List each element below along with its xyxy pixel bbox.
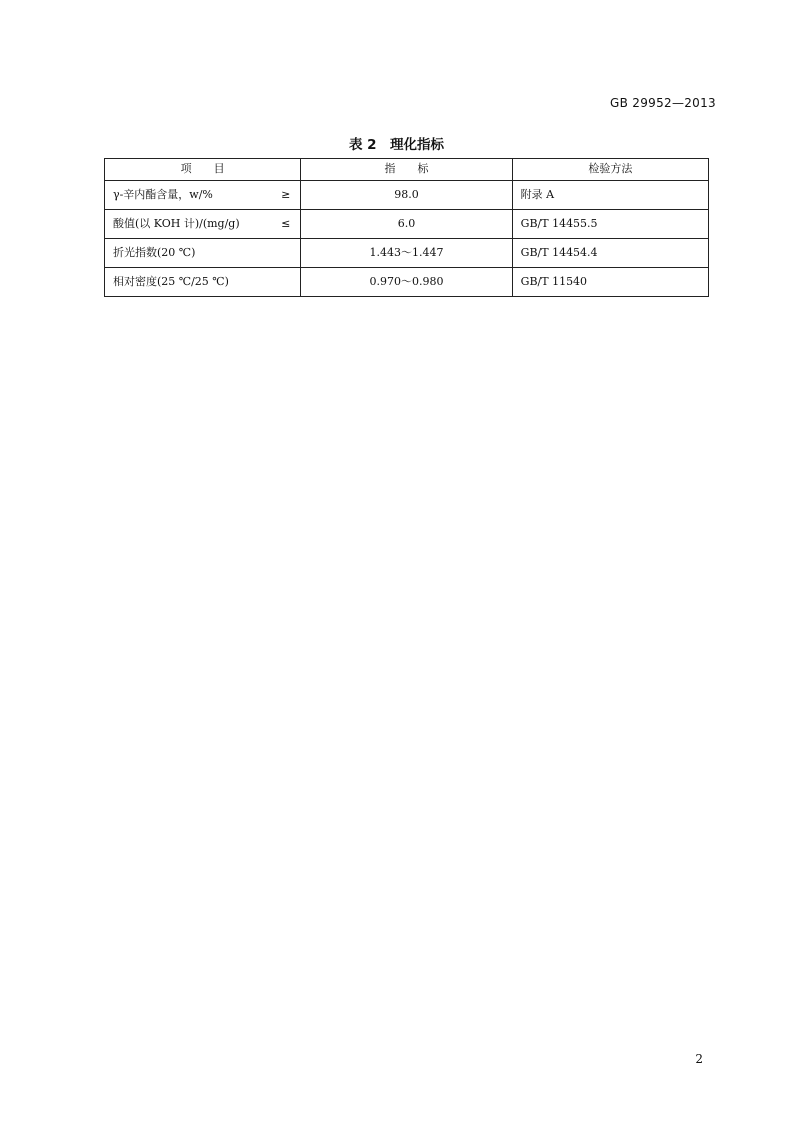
test-method: 附录 A [512, 181, 708, 210]
column-header-index: 指 标 [301, 159, 512, 181]
item-cell [105, 239, 301, 268]
table-row [105, 181, 709, 210]
column-header-item: 项 目 [105, 159, 301, 181]
test-method: GB/T 14454.4 [512, 239, 708, 268]
item-label: 相对密度(25 ℃/25 ℃) [113, 274, 229, 288]
page-number: 2 [695, 1052, 703, 1066]
index-value: 1.443～1.447 [301, 239, 512, 268]
item-cell [105, 210, 301, 239]
index-value: 98.0 [301, 181, 512, 210]
table-row [105, 210, 709, 239]
standard-code: GB 29952—2013 [610, 96, 716, 110]
test-method: GB/T 14455.5 [512, 210, 708, 239]
comparison-operator: ≥ [281, 187, 291, 201]
item-cell [105, 181, 301, 210]
comparison-operator: ≤ [281, 216, 291, 230]
table-row [105, 268, 709, 297]
table-header-row [105, 159, 709, 181]
table-row [105, 239, 709, 268]
item-label: 折光指数(20 ℃) [113, 245, 196, 259]
item-label: 酸值(以 KOH 计)/(mg/g) [113, 216, 240, 230]
item-label: γ-辛内酯含量，w/% [113, 187, 213, 201]
index-value: 0.970～0.980 [301, 268, 512, 297]
test-method: GB/T 11540 [512, 268, 708, 297]
physicochemical-spec-table [104, 158, 709, 297]
column-header-method: 检验方法 [512, 159, 708, 181]
index-value: 6.0 [301, 210, 512, 239]
item-cell [105, 268, 301, 297]
table-title: 表 2 理化指标 [348, 137, 445, 153]
